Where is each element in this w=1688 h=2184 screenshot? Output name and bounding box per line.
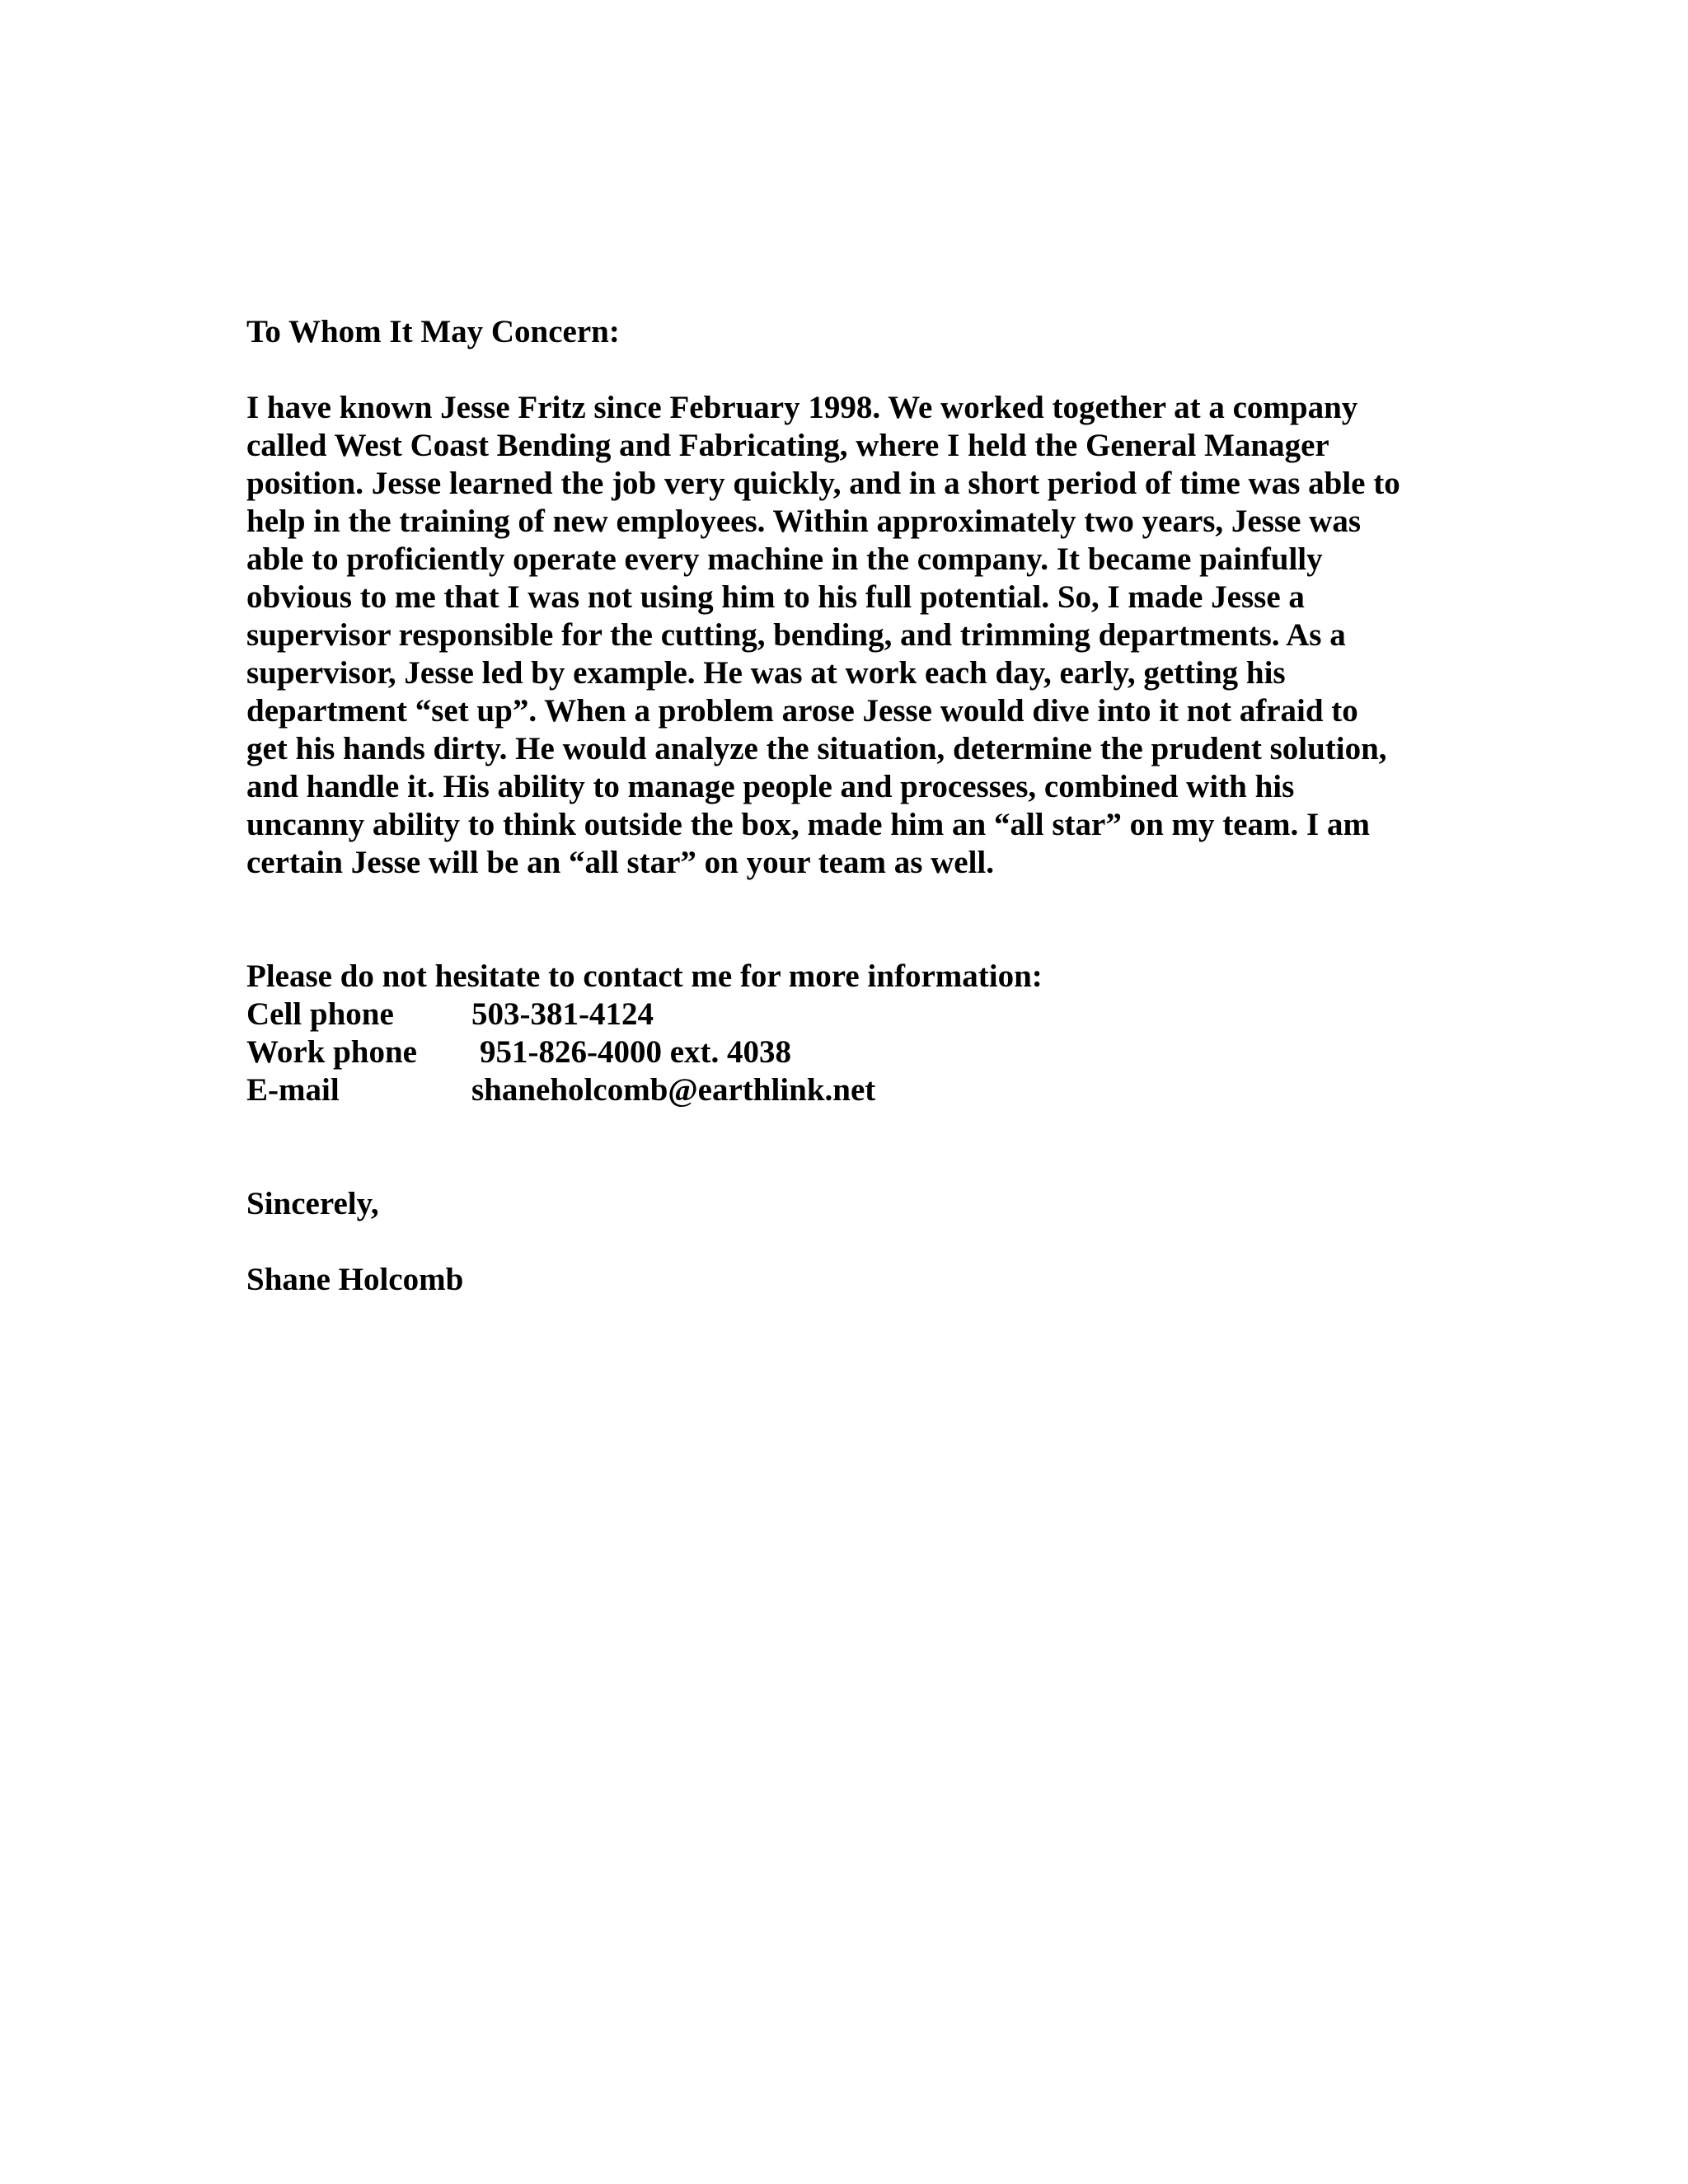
body-line: certain Jesse will be an “all star” on your team as well. xyxy=(246,845,995,880)
email-label: E-mail xyxy=(246,1072,340,1108)
work-phone-value: 951-826-4000 ext. 4038 xyxy=(480,1034,792,1070)
body-line: supervisor responsible for the cutting, bending, and trimming departments. As a xyxy=(246,617,1346,653)
body-line: obvious to me that I was not using him to his full potential. So, I made Jesse a xyxy=(246,579,1305,615)
cell-phone-label: Cell phone xyxy=(246,996,394,1032)
contact-row-work xyxy=(246,1033,1483,1071)
letter-content xyxy=(246,313,1483,1299)
contact-block xyxy=(246,958,1483,1109)
work-phone-label: Work phone xyxy=(246,1034,417,1070)
body-line: supervisor, Jesse led by example. He was at work each day, early, getting his xyxy=(246,655,1286,691)
body-paragraph xyxy=(246,389,1483,882)
signature-name: Shane Holcomb xyxy=(246,1262,464,1297)
body-line: position. Jesse learned the job very quickly, and in a short period of time was able to xyxy=(246,466,1400,501)
body-line: called West Coast Bending and Fabricating, where I held the General Manager xyxy=(246,428,1329,463)
salutation: To Whom It May Concern: xyxy=(246,314,620,349)
contact-row-email xyxy=(246,1071,1483,1109)
body-line: uncanny ability to think outside the box, made him an “all star” on my team. I am xyxy=(246,807,1370,842)
contact-intro: Please do not hesitate to contact me for more information: xyxy=(246,958,1043,994)
body-line: department “set up”. When a problem arose Jesse would dive into it not afraid to xyxy=(246,693,1358,729)
body-line: I have known Jesse Fritz since February 1998. We worked together at a company xyxy=(246,390,1358,425)
closing: Sincerely, xyxy=(246,1186,379,1221)
body-line: help in the training of new employees. Within approximately two years, Jesse was xyxy=(246,504,1361,539)
email-value: shaneholcomb@earthlink.net xyxy=(471,1072,876,1108)
cell-phone-value: 503-381-4124 xyxy=(471,996,654,1032)
body-line: get his hands dirty. He would analyze the situation, determine the prudent solution, xyxy=(246,731,1387,766)
contact-row-cell xyxy=(246,996,1483,1033)
body-line: and handle it. His ability to manage people and processes, combined with his xyxy=(246,769,1295,804)
body-line: able to proficiently operate every machine in the company. It became painfully xyxy=(246,541,1323,577)
